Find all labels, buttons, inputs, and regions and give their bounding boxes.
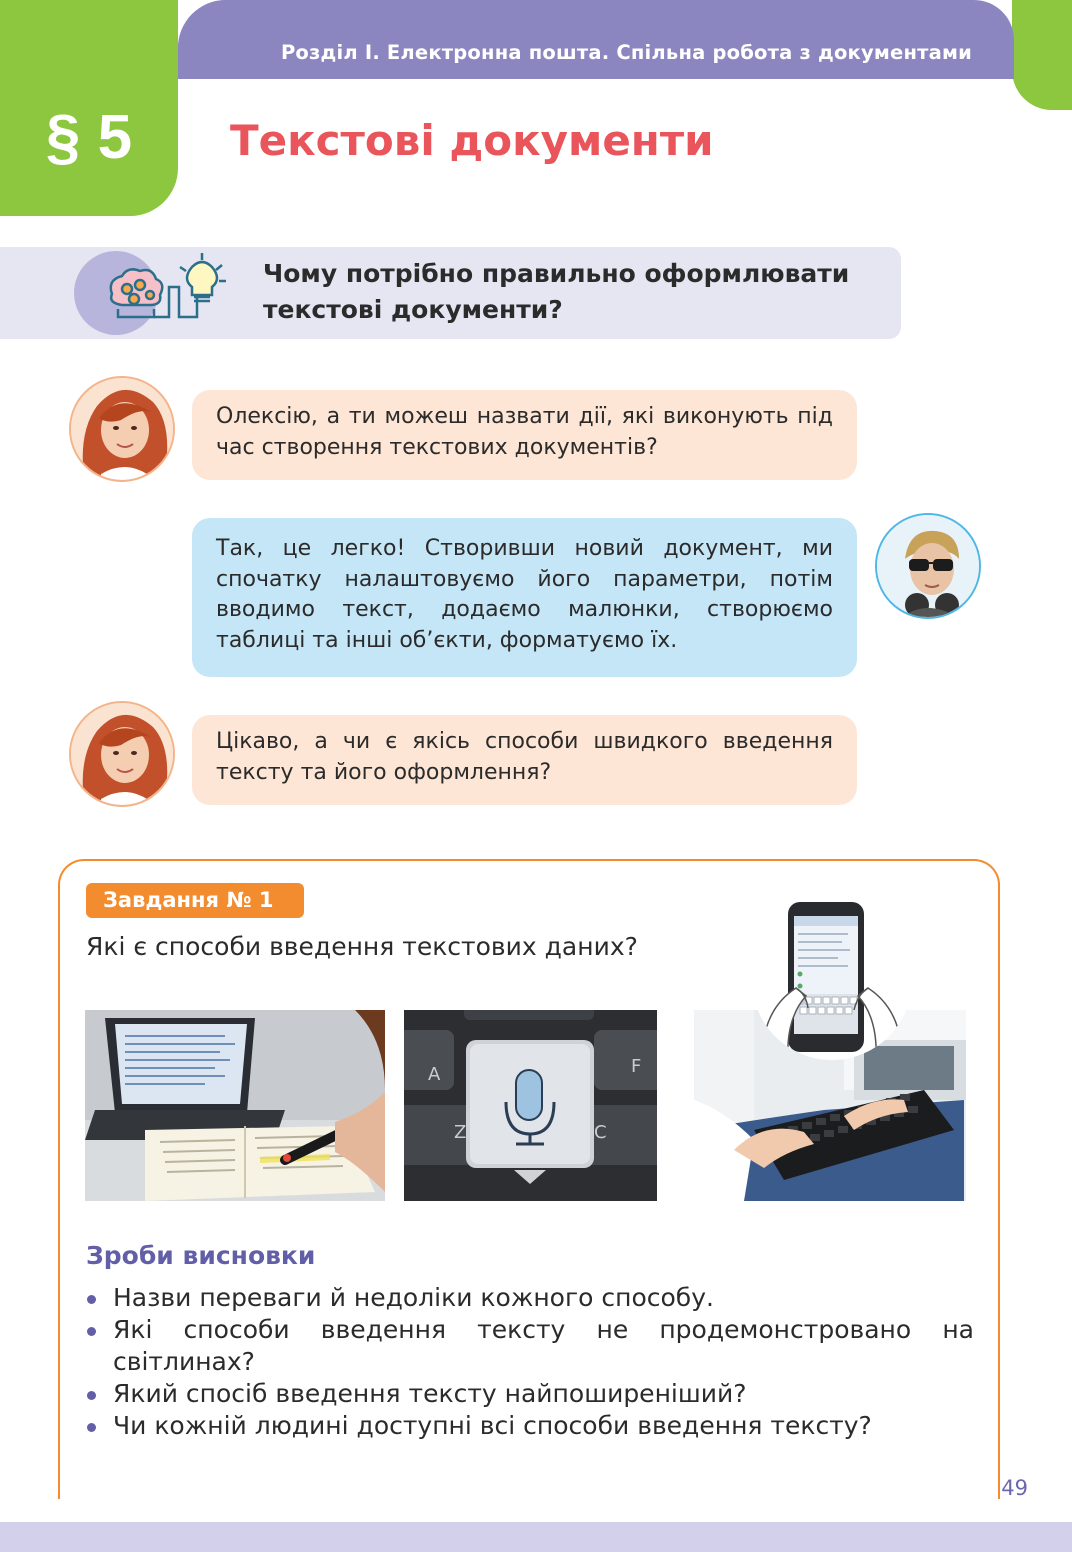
paragraph-number: § 5	[45, 103, 133, 172]
svg-text:Z: Z	[454, 1122, 467, 1143]
footer-band	[0, 1522, 1072, 1552]
list-item: Чи кожній людині доступні всі способи введення тексту?	[86, 1410, 974, 1442]
list-item: Назви переваги й недоліки кожного способу.	[86, 1282, 974, 1314]
smartphone-typing-illustration	[752, 882, 912, 1060]
list-item: Які способи введення тексту не продемонстровано на світлинах?	[86, 1314, 974, 1378]
girl-avatar	[69, 701, 175, 807]
task-badge: Завдання № 1	[86, 883, 304, 918]
task-question: Які є способи введення текстових даних?	[86, 932, 638, 961]
svg-text:F: F	[631, 1056, 642, 1077]
dialogue-bubble-3: Цікаво, а чи є якісь способи швидкого введення тексту та його оформлення?	[192, 715, 857, 805]
voice-input-key-photo	[404, 1010, 657, 1201]
svg-text:C: C	[594, 1122, 607, 1143]
boy-face-icon	[877, 515, 981, 619]
section-band	[178, 0, 1014, 79]
section-title: Розділ І. Електронна пошта. Спільна робота з документами	[280, 41, 972, 64]
girl-face-icon	[71, 703, 175, 807]
svg-text:A: A	[428, 1064, 441, 1085]
dialogue-bubble-2: Так, це легко! Створивши новий документ, ми спочатку налаштовуємо його параметри, потім вводимо текст, додаємо малюнки, створюємо таблиці та інші об’єкти, форматуємо їх.	[192, 518, 857, 677]
list-item: Який спосіб введення тексту найпоширеніший?	[86, 1378, 974, 1410]
corner-decoration	[1012, 0, 1072, 110]
girl-avatar	[69, 376, 175, 482]
scanner-pen-photo	[85, 1010, 385, 1201]
conclusions-title: Зроби висновки	[86, 1241, 316, 1270]
key-question: Чому потрібно правильно оформлювати текстові документи?	[263, 259, 850, 324]
brain-lightbulb-icon	[72, 247, 232, 337]
page-number: 49	[1001, 1476, 1028, 1500]
page-title: Текстові документи	[230, 116, 714, 165]
conclusions-list	[86, 1282, 974, 1442]
dialogue-bubble-1: Олексію, а ти можеш назвати дії, які виконують під час створення текстових документів?	[192, 390, 857, 480]
girl-face-icon	[71, 378, 175, 482]
boy-avatar	[875, 513, 981, 619]
